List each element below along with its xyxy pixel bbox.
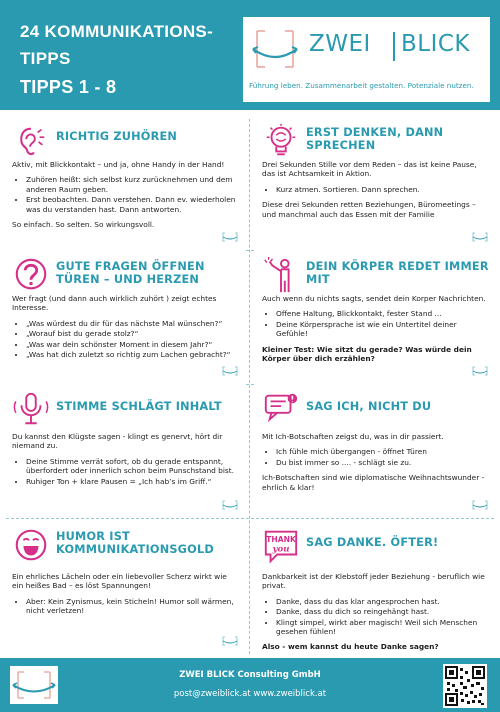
page-title-line2: TIPPS bbox=[20, 49, 71, 68]
list-item: • Du bist immer so .... - schlägt sie zu. bbox=[276, 458, 490, 467]
tip-body bbox=[12, 432, 240, 492]
tip-intro: Du kannst den Klügste sagen - klingt es genervt, hört dir niemand zu. bbox=[12, 432, 223, 451]
list-item: • Kurz atmen. Sortieren. Dann sprechen. bbox=[276, 185, 490, 194]
list-item: • Deine Stimme verrät sofort, ob du gerade entspannt, überfordert oder innerlich schon beim Punschstand bist. bbox=[26, 457, 240, 476]
mini-logo-icon bbox=[222, 500, 238, 510]
list-item: • „Was würdest du dir für das nächste Mal wünschen?“ bbox=[26, 319, 240, 328]
vertical-divider bbox=[249, 119, 250, 654]
list-item: • Ich fühle mich übergangen - öffnet Türen bbox=[276, 447, 490, 456]
tip-title: GUTE FRAGEN ÖFFNEN TÜREN – UND HERZEN bbox=[56, 260, 205, 286]
thank-you-icon bbox=[262, 526, 300, 564]
tip-title: RICHTIG ZUHÖREN bbox=[56, 130, 178, 143]
tip-card-8 bbox=[254, 520, 496, 652]
tip-card-2 bbox=[254, 116, 496, 248]
tip-intro: Drei Sekunden Stille vor dem Reden – das ist keine Pause, das ist Achtsamkeit in Aktion. bbox=[262, 160, 477, 179]
tip-intro: Wer fragt (und dann auch wirklich zuhört ) zeigt echtes Interesse. bbox=[12, 294, 217, 313]
you-label: you bbox=[272, 544, 290, 555]
tip-card-4 bbox=[254, 250, 496, 382]
tip-bullets bbox=[26, 597, 240, 616]
logo-divider bbox=[393, 32, 395, 61]
company-name: ZWEI BLICK Consulting GmbH bbox=[179, 670, 321, 680]
tip-title: SAG DANKE. ÖFTER! bbox=[306, 536, 439, 549]
tip-intro: Ein ehrliches Lächeln oder ein liebevoller Scherz wirkt wie ein heißes Bad – es löst Spannungen! bbox=[12, 572, 227, 591]
tip-bullets bbox=[276, 447, 490, 467]
tip-card-6 bbox=[254, 384, 496, 516]
tip-body bbox=[262, 572, 490, 652]
logo-frame-icon bbox=[251, 23, 299, 75]
tip-outro: So einfach. So selten. So wirkungsvoll. bbox=[12, 220, 155, 230]
question-mark-icon bbox=[12, 256, 50, 294]
tip-outro: Ich-Botschaften sind wie diplomatische Weihnachtswunder - ehrlich & klar! bbox=[262, 473, 485, 492]
list-item: • Klingt simpel, wirkt aber magisch! Weil sich Menschen gesehen fühlen! bbox=[276, 618, 490, 637]
list-item: • Aber: Kein Zynismus, kein Sticheln! Humor soll wärmen, nicht verletzen! bbox=[26, 597, 240, 616]
tip-bullets bbox=[276, 185, 490, 194]
tip-card-1 bbox=[4, 116, 246, 248]
tip-outro: Diese drei Sekunden retten Beziehungen, Büromeetings – und manchmal auch das Essen mit der Familie bbox=[262, 200, 476, 219]
tip-intro: Auch wenn du nichts sagts, sendet dein Korper Nachrichten. bbox=[262, 294, 486, 303]
tip-card-5 bbox=[4, 384, 246, 516]
zweiblick-logo bbox=[243, 17, 490, 102]
list-item: • „Worauf bist du gerade stolz?“ bbox=[26, 329, 240, 338]
logo-word-right: BLICK bbox=[401, 31, 471, 57]
mini-logo-icon bbox=[222, 232, 238, 242]
tip-body bbox=[12, 294, 240, 365]
tip-intro: Dankbarkeit ist der Klebstoff jeder Beziehung - beruflich wie privat. bbox=[262, 572, 485, 591]
tip-card-7 bbox=[4, 520, 246, 652]
horizontal-divider bbox=[6, 518, 494, 519]
list-item: • „Was war dein schönster Moment in diesem Jahr?“ bbox=[26, 340, 240, 349]
tip-intro: Aktiv, mit Blickkontakt – und ja, ohne Handy in der Hand! bbox=[12, 160, 225, 169]
mini-logo-icon bbox=[222, 636, 238, 646]
qr-code-icon[interactable] bbox=[443, 664, 487, 708]
tip-body bbox=[262, 160, 490, 225]
list-item: • Zuhören heißt: sich selbst kurz zurücknehmen und dem anderen Raum geben. bbox=[26, 175, 240, 194]
tip-title: DEIN KÖRPER REDET IMMER MIT bbox=[306, 260, 489, 286]
tip-title: HUMOR IST KOMMUNIKATIONSGOLD bbox=[56, 530, 214, 556]
mini-logo-icon bbox=[472, 500, 488, 510]
tip-body bbox=[12, 160, 240, 235]
logo-tagline: Führung leben. Zusammenarbeit gestalten. Potenziale nutzen. bbox=[249, 81, 474, 90]
header-banner bbox=[0, 0, 500, 110]
footer-banner bbox=[0, 658, 500, 712]
tip-title: ERST DENKEN, DANN SPRECHEN bbox=[306, 126, 444, 152]
laughing-face-icon bbox=[12, 526, 50, 564]
speech-bubble-icon bbox=[262, 390, 300, 428]
list-item: • „Was hat dich zuletzt so richtig zum Lachen gebracht?“ bbox=[26, 350, 240, 359]
list-item: • Danke, dass du das klar angesprochen hast. bbox=[276, 597, 490, 606]
tip-bullets bbox=[276, 597, 490, 637]
ear-icon bbox=[12, 122, 50, 160]
list-item: • Ruhiger Ton + klare Pausen = „Ich hab’s im Griff.“ bbox=[26, 477, 240, 486]
mini-logo-icon bbox=[222, 366, 238, 376]
tip-bullets bbox=[26, 457, 240, 486]
mini-logo-icon bbox=[472, 232, 488, 242]
body-language-icon bbox=[262, 256, 300, 294]
tip-body bbox=[12, 572, 240, 622]
tip-intro: Mit Ich-Botschaften zeigst du, was in dir passiert. bbox=[262, 432, 444, 441]
list-item: • Danke, dass du dich so reingehängt hast. bbox=[276, 607, 490, 616]
tip-bullets bbox=[276, 309, 490, 338]
tip-outro: Also - wem kannst du heute Danke sagen? bbox=[262, 642, 439, 652]
tip-outro: Kleiner Test: Wie sitzt du gerade? Was würde dein Körper über dich erzählen? bbox=[262, 344, 472, 364]
microphone-icon bbox=[12, 390, 50, 428]
page-subtitle: TIPPS 1 - 8 bbox=[20, 77, 117, 97]
tip-body bbox=[262, 432, 490, 498]
tip-bullets bbox=[26, 319, 240, 360]
list-item: • Deine Körpersprache ist wie ein Untertitel deiner Gefühle! bbox=[276, 320, 490, 339]
logo-word-left: ZWEI bbox=[309, 31, 371, 57]
page-title-line1: 24 KOMMUNIKATIONS- bbox=[20, 22, 214, 41]
brain-lightbulb-icon bbox=[262, 122, 300, 160]
list-item: • Offene Haltung, Blickkontakt, fester Stand ... bbox=[276, 309, 490, 318]
tip-card-3 bbox=[4, 250, 246, 382]
contact-links[interactable]: post@zweiblick.at www.zweiblick.at bbox=[173, 689, 327, 699]
tip-title: SAG ICH, NICHT DU bbox=[306, 400, 432, 413]
tip-body bbox=[262, 294, 490, 369]
tip-title: STIMME SCHLÄGT INHALT bbox=[56, 400, 222, 413]
thank-label: THANK bbox=[266, 535, 296, 545]
tip-bullets bbox=[26, 175, 240, 214]
list-item: • Erst beobachten. Dann verstehen. Dann ev. wiederholen was du verstanden hast. Dann antworten. bbox=[26, 195, 240, 214]
mini-logo-icon bbox=[472, 366, 488, 376]
